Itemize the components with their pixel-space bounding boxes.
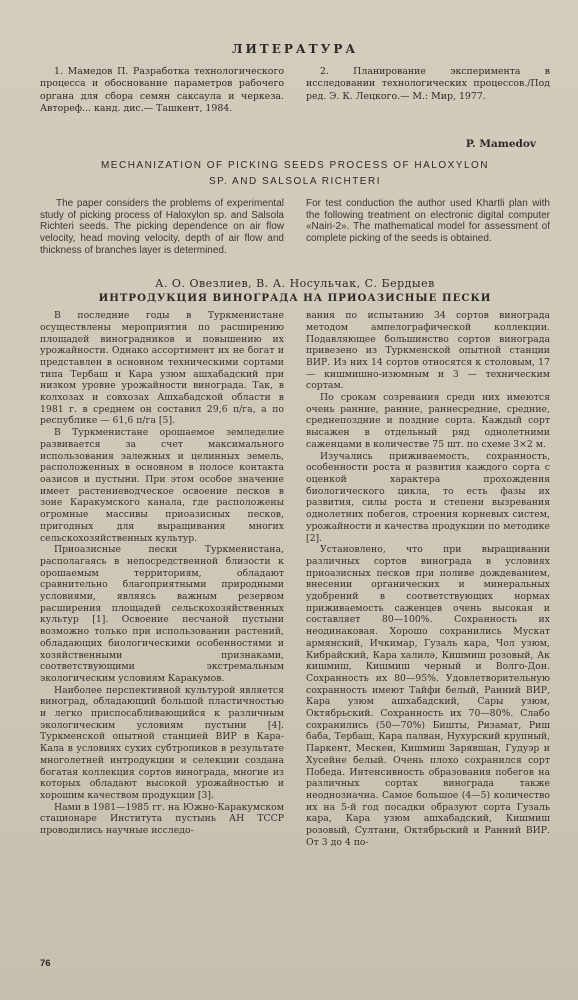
paragraph: По срокам созревания среди них имеются очень ранние, ранние, раннесредние, средние, среднепоздние и поздние сорта. Каждый сорт высажен в отдельный ряд однолетними саженцами в количестве 75 шт. по схеме 3×2 м. [306, 392, 550, 450]
english-title-line-2: SP. AND SALSOLA RICHTERI [209, 175, 381, 187]
paragraph: вания по испытанию 34 сортов винограда методом ампелографической коллекции. Подавляющее большинство сортов винограда привезено из Туркменской опытной станции ВИР. Из них 14 сортов относятся к столовым, 17 — кишмишно-изюмным и 3 — техническим сортам. [306, 310, 550, 392]
abstract-left: The paper considers the problems of experimental study of picking process of Haloxylon sp. and Salsola Richteri seeds. The picking dependence on air flow velocity, head moving velocity, depth of air flow and thickness of branches layer is determined. [40, 197, 284, 257]
english-abstract [40, 198, 550, 258]
article-authors: А. О. Овезлиев, В. А. Носульчак, С. Бердыев [155, 277, 435, 291]
paragraph: Изучались приживаемость, сохранность, особенности роста и развития каждого сорта с оценкой характера прохождения биологического цикла, то есть фазы их развития, силы роста и степени вызревания однолетних побегов, строения корневых систем, урожайности и качества продукции по методике [2]. [306, 450, 550, 544]
paragraph: Наиболее перспективной культурой является виноград, обладающий большой пластичностью и легко приспосабливающийся к различным экологическим условиям пустыни [4]. Туркменской опытной станцией ВИР в Кара-Кала в условиях сухих субтропиков в результате многолетней интродукции и селекции создана богатая коллекция сортов винограда, многие из которых обладают высокой урожайностью и хорошим качеством продукции [3]. [40, 684, 284, 801]
references [40, 66, 550, 116]
reference-2: 2. Планирование эксперимента в исследовании технологических процессов./Под ред. Э. К. Лецкого.— М.: Мир, 1977. [306, 66, 550, 102]
paragraph: Нами в 1981—1985 гг. на Южно-Каракумском стационаре Института пустынь АН ТССР проводились научные исследо- [40, 801, 284, 837]
reference-1: 1. Мамедов П. Разработка технологического процесса и обоснование параметров рабочего органа для сбора семян саксаула и черкеза. Автореф... канд. дис.— Ташкент, 1984. [40, 66, 284, 115]
paragraph: В Туркменистане орошаемое земледелие развивается за счет максимального использования залежных и целинных земель, расположенных в основном в полосе контакта оазисов и пустыни. При этом особое значение имеет растениеводческое освоение песков в зоне Каракумского канала, где расположены огромные массивы приоазисных песков, пригодных для выращивания многих сельскохозяйственных культур. [40, 427, 284, 544]
page-number: 76 [40, 958, 51, 969]
article-body [40, 310, 550, 848]
english-title [40, 158, 550, 190]
english-author: P. Mamedov [465, 137, 536, 150]
paragraph: Приоазисные пески Туркменистана, располагаясь в непосредственной близости к орошаемым территориям, обладают сравнительно благоприятными природными условиями, являясь важным резервом расширения площадей сельскохозяйственных культур [1]. Освоение песчаной пустыни возможно только при использовании растений, обладающих биологическими особенностями и хозяйственными признаками, соответствующими экстремальным экологическим условиям Каракумов. [40, 544, 284, 684]
body-left-column [40, 310, 284, 848]
english-title-line-1: MECHANIZATION OF PICKING SEEDS PROCESS OF HALOXYLON [100, 159, 490, 171]
paragraph: Установлено, что при выращивании различных сортов винограда в условиях приоазисных песков при поливе дождеванием, внесении органических и минеральных удобрений в соответствующих нормах приживаемость саженцев очень высокая и составляет 80—100%. Сохранность их неодинаковая. Хорошо сохранились Мускат армянский, Ичкимар, Гузаль кара, Чол узюм, Кибрайский, Кара халилə, Кишмиш розовый, Ак кишмиш, Кишмиш черный и Волго-Дон. Сохранность их 80—95%. Удовлетворительную сохранность имеют Тайфи белый, Ранний ВИР, Кара узюм ашхабадский, Сары узюм, Октябрьский. Сохранность их 70—80%. Слабо сохранились (50—70%) Бишты, Ризамат, Риш баба, Тербаш, Кара палван, Нухурский крупный, Паркент, Мескеи, Кишмиш Зарявшан, Гудуэр и Хусейне белый. Очень плохо сохранился сорт Победа. Интенсивность образования побегов на различных сортах винограда также неоднозначна. Самое большое (4—5) количество их на 5-й год посадки образуют сорта Гузаль кара, Кара узюм ашхабадский, Кишмиш розовый, Султани, Октябрьский и Ранний ВИР. От 3 до 4 по- [306, 544, 550, 848]
literature-heading: ЛИТЕРАТУРА [231, 42, 359, 56]
paragraph: В последние годы в Туркменистане осуществлены мероприятия по расширению площадей виноградников и повышению их урожайности. Однако ассортимент их не богат и представлен в основном техническими сортами типа Тербаш и Кара узюм ашхабадский при низком уровне урожайности винограда. Так, в колхозах и совхозах Ашхабадской области в 1981 г. в среднем он составил 29,6 п/га, а по республике — 61,6 п/га [5]. [40, 310, 284, 427]
abstract-right: For test conduction the author used Khartli plan with the following treatment on electronic digital computer «Nairi-2». The mathematical model for assessment of complete picking of the seeds is obtained. [306, 197, 550, 245]
article-title: ИНТРОДУКЦИЯ ВИНОГРАДА НА ПРИОАЗИСНЫЕ ПЕСКИ [98, 292, 492, 305]
body-right-column [306, 310, 550, 848]
